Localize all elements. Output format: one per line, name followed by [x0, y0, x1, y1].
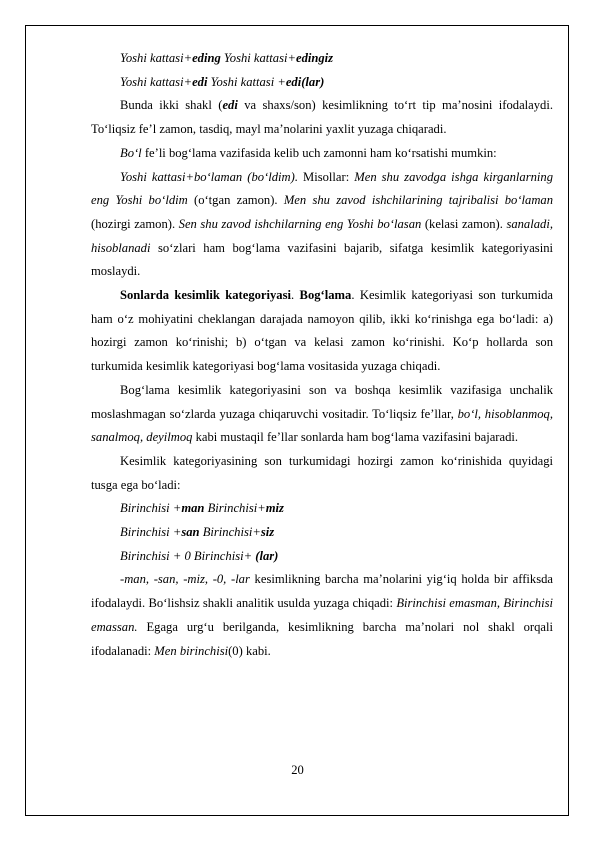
- text: Misollar:: [297, 169, 355, 184]
- text: (o‘tgan zamon).: [187, 193, 284, 208]
- text: man: [181, 501, 208, 516]
- text: kabi mustaqil fe’llar sonlarda ham bog‘lama vazifasini bajaradi.: [192, 430, 519, 445]
- text: Yoshi kattasi+: [120, 74, 193, 89]
- text: Yoshi kattasi+: [223, 51, 296, 65]
- text: edi: [192, 74, 211, 89]
- text: Birinchisi +: [120, 501, 182, 516]
- text: Bo‘l: [120, 145, 142, 160]
- example-line-3: [91, 497, 553, 521]
- text: Birinchisi+: [207, 501, 266, 516]
- text: Men shu zavodga ishga kirganlarning eng Yoshi bo‘ldim: [91, 169, 554, 208]
- text: edingiz: [296, 51, 334, 65]
- text: edi: [222, 98, 238, 113]
- text: Birinchisi +: [120, 525, 182, 540]
- section-heading: Bog‘lama: [299, 288, 352, 303]
- section-heading: Sonlarda kesimlik kategoriyasi: [120, 288, 292, 303]
- text: san: [181, 525, 203, 540]
- text: .: [291, 288, 300, 303]
- example-line-5: [91, 545, 553, 569]
- text: fe’li bog‘lama vazifasida kelib uch zamonni ham ko‘rsatishi mumkin:: [141, 145, 497, 160]
- text: -man, -san, -miz, -0, -lar: [120, 572, 250, 587]
- text: Yoshi kattasi +: [210, 74, 286, 89]
- text: (lar): [255, 548, 279, 563]
- text: (0) kabi.: [228, 643, 271, 658]
- paragraph: [91, 142, 553, 166]
- text: va shaxs/son) kesimlikning to‘rt tip ma’nosini ifodalaydi. To‘liqsiz fe’l zamon, tasdiq, mayl ma’nolarini yaxlit yuzaga chiqaradi.: [91, 98, 554, 137]
- text: bo‘l, hisoblanmoq, sanalmoq, deyilmoq: [91, 406, 553, 445]
- text: Yoshi kattasi+: [120, 51, 193, 65]
- text: Men birinchisi: [154, 643, 229, 658]
- text: Kesimlik kategoriyasining son turkumidagi hozirgi zamon ko‘rinishida quyidagi tusga ega bo‘ladi:: [91, 453, 553, 492]
- text: (kelasi zamon).: [421, 216, 507, 231]
- text: miz: [265, 501, 284, 516]
- text: Men shu zavod ishchilarining tajribalisi bo‘laman: [283, 193, 554, 208]
- text: eding: [192, 51, 224, 65]
- text: Birinchisi emasman, Birinchisi emassan.: [91, 596, 553, 634]
- example-line-4: [91, 521, 553, 545]
- text: Yoshi kattasi+bo‘laman (bo‘ldim).: [120, 169, 298, 184]
- text: Birinchisi+: [202, 525, 261, 540]
- text: Bog‘lama kesimlik kategoriyasini son va boshqa kesimlik vazifasiga unchalik moslashmagan so‘zlarda yuzaga chiqaruvchi vositadir. To‘liqsiz fe’llar,: [91, 382, 553, 421]
- example-line-1: [91, 47, 553, 71]
- document-body: [91, 47, 553, 663]
- text: sanaladi, hisoblanadi: [91, 216, 553, 255]
- paragraph: [91, 379, 553, 450]
- text: Sen shu zavod ishchilarning eng Yoshi bo‘lasan: [178, 216, 422, 231]
- paragraph: [91, 568, 553, 663]
- text: kesimlikning barcha ma’nolarini yig‘iq holda bir affiksda ifodalaydi. Bo‘lishsiz shakli analitik usulda yuzaga chiqadi:: [91, 572, 553, 611]
- text: Birinchisi + 0 Birinchisi+: [120, 548, 256, 563]
- text: Bunda ikki shakl (: [120, 98, 223, 113]
- example-line-2: [91, 71, 553, 95]
- text: so‘zlari ham bog‘lama vazifasini bajarib, sifatga kesimlik kategoriyasini moslaydi.: [91, 240, 553, 279]
- text: (hozirgi zamon).: [91, 216, 179, 231]
- paragraph: [91, 166, 553, 285]
- text: siz: [260, 525, 275, 540]
- paragraph: [91, 284, 553, 379]
- paragraph: [91, 450, 553, 497]
- text: . Kesimlik kategoriyasi son turkumida ham o‘z mohiyatini cheklangan darajada namoyon qilib, ikki ko‘rinishga ega bo‘ladi: a) hozirgi zamon ko‘rinishi; b) o‘tgan va kelasi zamon ko‘rinishi. Ko‘p hollarda son turkumida kesimlik kategoriyasi bog‘lama vositasida yuzaga chiqadi.: [91, 288, 553, 374]
- paragraph: [91, 94, 553, 141]
- text: edi(lar): [285, 74, 325, 89]
- page-number: 20: [291, 763, 304, 777]
- text: Egaga urg‘u berilganda, kesimlikning barcha ma’nolari nol shakl orqali ifodalanadi:: [91, 619, 553, 658]
